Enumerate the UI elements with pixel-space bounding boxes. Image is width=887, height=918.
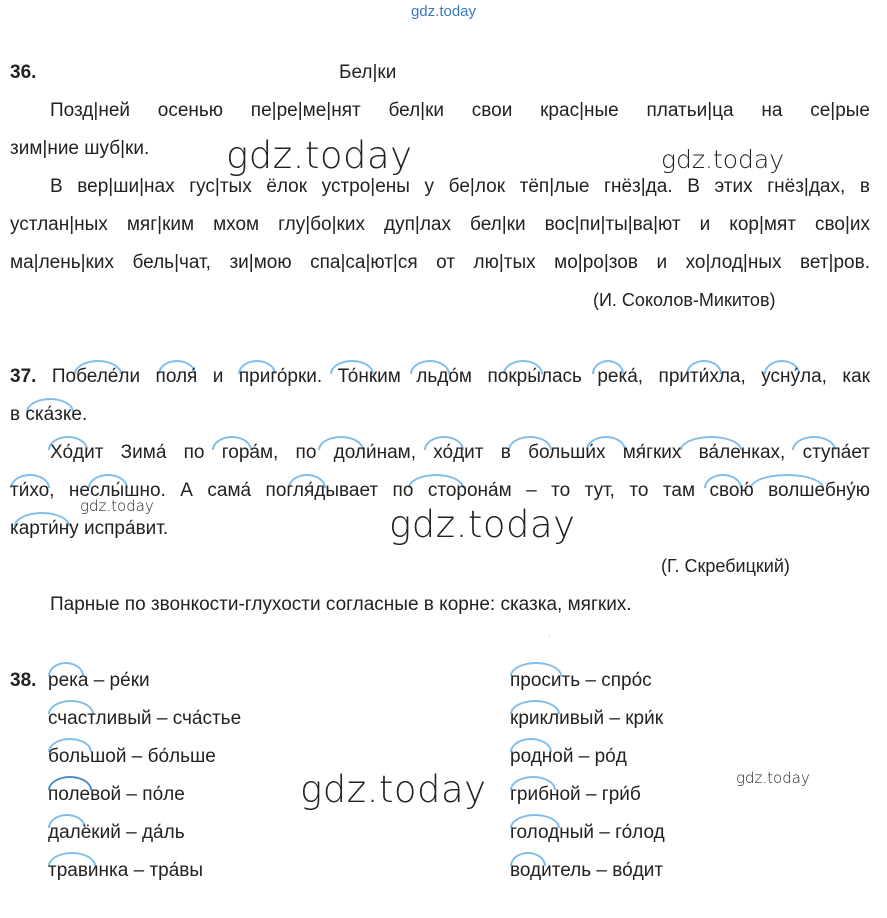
- ex36-line-1: Позд|ней осенью пе|ре|ме|нят бел|ки свои крас|ные платьи|ца на се|рые: [50, 100, 870, 121]
- stray-mark: ·: [548, 630, 552, 641]
- ex36-line-4: устлан|ных мяг|ким мхом глу|бо|ких дуп|лах бел|ки вос|пи|ты|ва|ют и кор|мят сво|их: [10, 214, 870, 235]
- ex38-left-1: река – ре́ки: [48, 670, 150, 691]
- ex38-left-2: счастливый – сча́стье: [48, 708, 242, 729]
- ex37-note-words: сказка, мягких.: [500, 594, 632, 615]
- exercise-36-title: Бел|ки: [339, 62, 397, 83]
- watermark-large-2: gdz.today: [389, 503, 576, 546]
- ex37-note-prefix: Парные по звонкости-глухости согласные в корне:: [50, 594, 501, 615]
- ex36-line-3: В вер|ши|нах гус|тых ёлок устро|ены у бе|лок тёп|лые гнёз|да. В этих гнёз|дах, в: [50, 176, 870, 197]
- watermark-medium-1: gdz.today: [661, 145, 785, 174]
- exercise-36-number: 36.: [10, 62, 37, 83]
- ex37-line-1: [10, 358, 870, 396]
- ex38-right-1: просить – спро́с: [510, 670, 652, 691]
- watermark-small-1: gdz.today: [80, 497, 154, 515]
- exercise-38-number: 38.: [10, 670, 37, 691]
- ex37-line-5: карти́ну испра́вит.: [10, 518, 169, 539]
- ex38-right-4: грибной – гри́б: [510, 784, 641, 805]
- ex37-line-3: Хо́дит Зима́ по гора́м, по доли́нам, хо́дит в больши́х мя́гких ва́ленках, ступа́ет: [50, 442, 870, 463]
- ex36-line-5: ма|лень|ких бель|чат, зи|мою спа|са|ют|ся от лю|тых мо|ро|зов и хо|лод|ных вет|ров.: [10, 252, 870, 273]
- ex37-author: (Г. Скребицкий): [661, 556, 790, 576]
- ex38-left-5: далёкий – да́ль: [48, 822, 185, 843]
- ex37-note: [50, 586, 632, 624]
- ex38-left-4: полевой – по́ле: [48, 784, 185, 805]
- ex38-right-6: водитель – во́дит: [510, 860, 664, 881]
- ex38-right-3: родной – ро́д: [510, 746, 627, 767]
- ex37-line-1-text: Побеле́ли поля́ и приго́рки. То́нким льдо́м покры́лась река́, прити́хла, усну́ла, как: [51, 366, 870, 387]
- ex38-left-3: большой – бо́льше: [48, 746, 216, 767]
- ex38-left-6: травинка – тра́вы: [48, 860, 204, 881]
- watermark-small-2: gdz.today: [736, 769, 810, 787]
- watermark-large-1: gdz.today: [226, 134, 413, 177]
- ex36-line-2: зим|ние шуб|ки.: [10, 138, 150, 159]
- exercise-37-number: 37.: [10, 366, 37, 387]
- ex36-author: (И. Соколов-Микитов): [593, 290, 776, 310]
- watermark-large-3: gdz.today: [300, 768, 487, 811]
- ex37-line-4: ти́хо, неслы́шно. А сама́ погля́дывает по сторона́м – то тут, то там свою́ волшебну́ю: [10, 480, 870, 501]
- ex38-right-2: крикливый – кри́к: [510, 708, 664, 729]
- watermark-top: gdz.today: [410, 3, 477, 20]
- ex38-right-5: голодный – го́лод: [510, 822, 665, 843]
- ex37-line-2: в ска́зке.: [10, 404, 88, 425]
